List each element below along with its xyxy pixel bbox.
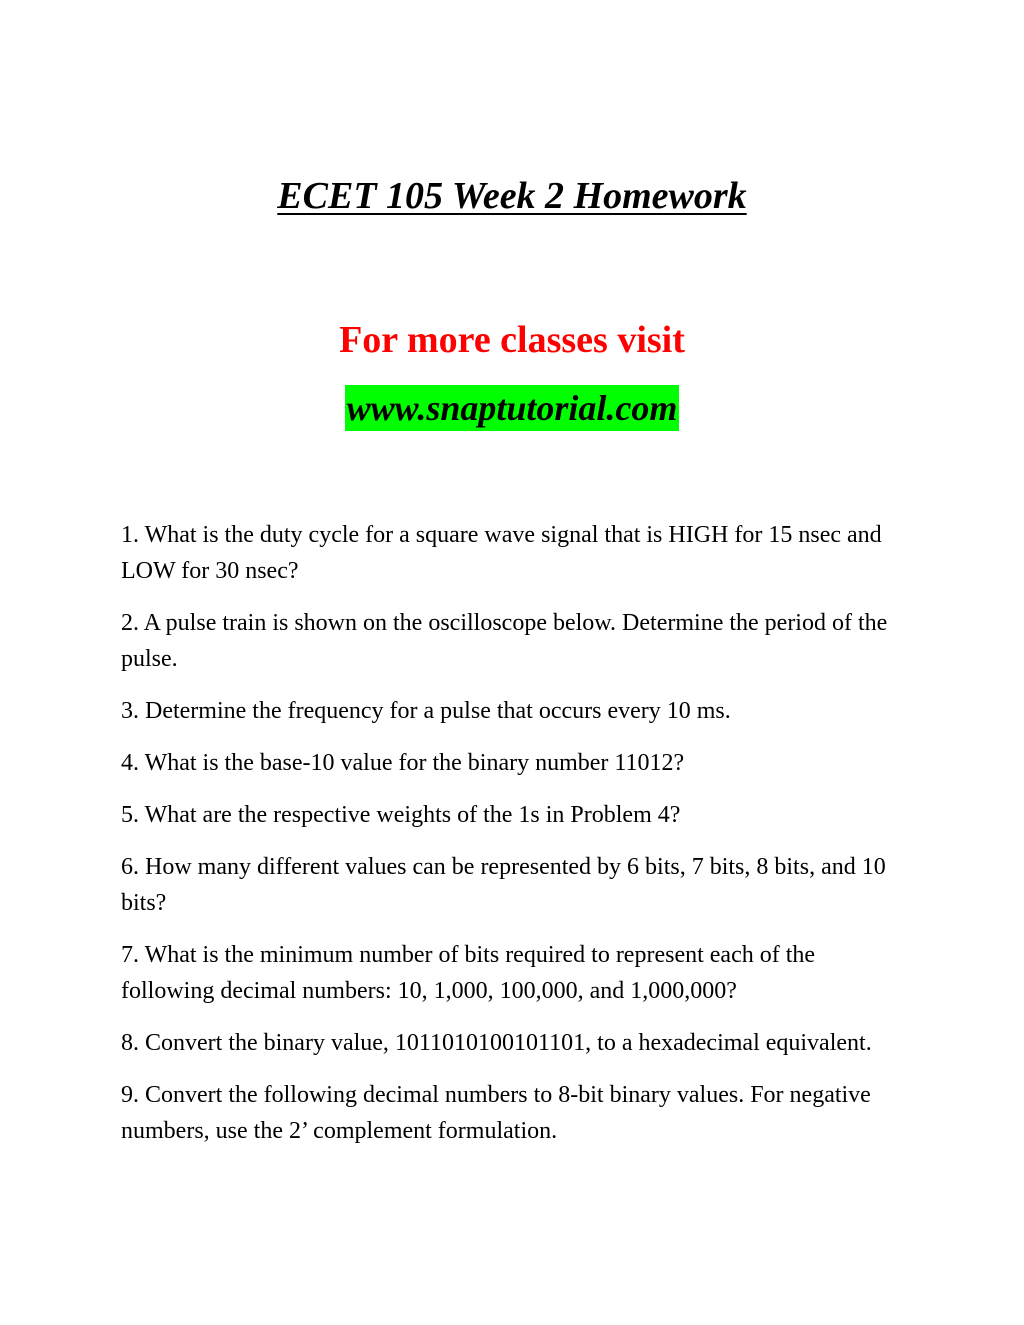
document-title: ECET 105 Week 2 Homework [277, 175, 747, 217]
promo-heading: For more classes visit [339, 319, 685, 361]
promo-link[interactable]: www.snaptutorial.com [345, 385, 680, 431]
question-item: 1. What is the duty cycle for a square wave signal that is HIGH for 15 nsec and LOW for 30 nsec? [121, 522, 882, 584]
question-item: 7. What is the minimum number of bits required to represent each of the following decimal numbers: 10, 1,000, 100,000, and 1,000,000? [121, 942, 816, 1004]
question-item: 8. Convert the binary value, 1011010100101101, to a hexadecimal equivalent. [121, 1030, 872, 1056]
question-item: 2. A pulse train is shown on the oscilloscope below. Determine the period of the pulse. [121, 610, 888, 672]
question-list [121, 517, 911, 1165]
question-item: 3. Determine the frequency for a pulse that occurs every 10 ms. [121, 698, 731, 724]
question-item: 4. What is the base-10 value for the binary number 11012? [121, 750, 685, 776]
question-item: 6. How many different values can be represented by 6 bits, 7 bits, 8 bits, and 10 bits? [121, 854, 886, 916]
question-item: 9. Convert the following decimal numbers to 8-bit binary values. For negative numbers, use the 2’ complement formulation. [121, 1082, 871, 1144]
promo-link-container [0, 385, 1024, 431]
question-item: 5. What are the respective weights of the 1s in Problem 4? [121, 802, 681, 828]
